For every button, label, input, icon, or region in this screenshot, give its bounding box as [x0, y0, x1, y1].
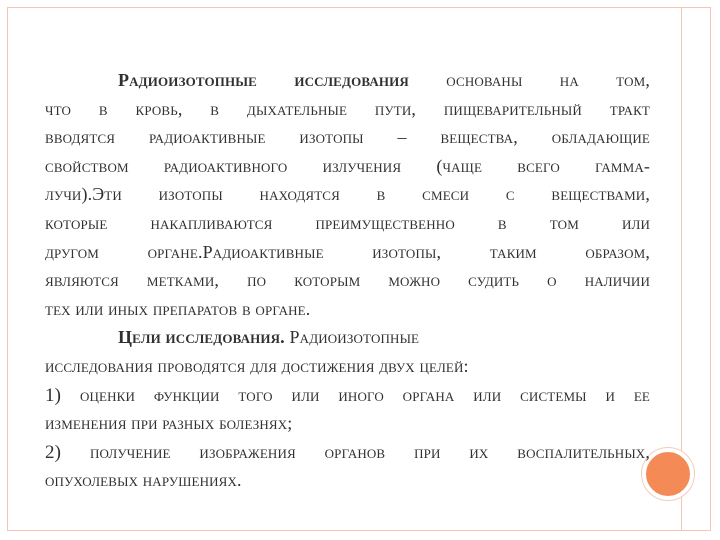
paragraph-1-line-8: являются метками, по которым можно судить о наличии: [45, 270, 650, 291]
paragraph-2-text: Радиоизотопные: [289, 327, 420, 348]
paragraph-1-line-7: другом органе.Радиоактивные изотопы, таким образом,: [45, 241, 650, 262]
paragraph-2-line-1: [45, 323, 650, 352]
paragraph-1-line-9: тех или иных препаратов в органе.: [45, 298, 311, 319]
paragraph-1-line-6: которые накапливаются преимущественно в том или: [45, 212, 650, 233]
list-item-1-line-1: [45, 381, 650, 410]
paragraph-1-line-4: свойством радиоактивного излучения (чаще всего гамма-: [45, 155, 650, 176]
paragraph-1-lead: Радиоизотопные исследования: [118, 70, 409, 90]
slide-body: [45, 66, 650, 495]
paragraph-1-line-1: [45, 66, 650, 95]
list-item-2-line-2: опухолевых нарушениях.: [45, 470, 242, 491]
paragraph-2-lead: Цели исследования.: [118, 327, 285, 348]
list-item-1-line-2: изменения при разных болезнях;: [45, 413, 293, 434]
paragraph-1-text: основаны на том,: [446, 70, 650, 90]
list-item-2-line-1: [45, 438, 650, 467]
list-item-2-text: получение изображения органов при их воспалительных,: [89, 441, 650, 462]
paragraph-1-line-3: вводятся радиоактивные изотопы – вещества, обладающие: [45, 127, 650, 148]
list-item-1-number: 1): [45, 384, 62, 406]
paragraph-2-line-2: исследования проводятся для достижения двух целей:: [45, 355, 469, 376]
paragraph-1-line-2: что в кровь, в дыхательные пути, пищеварительный тракт: [45, 98, 650, 119]
list-item-2-number: 2): [45, 441, 62, 463]
list-item-1-text: оценки функции того или иного органа или системы и ее: [79, 384, 650, 405]
paragraph-1-line-5: лучи).Эти изотопы находятся в смеси с веществами,: [45, 184, 650, 205]
